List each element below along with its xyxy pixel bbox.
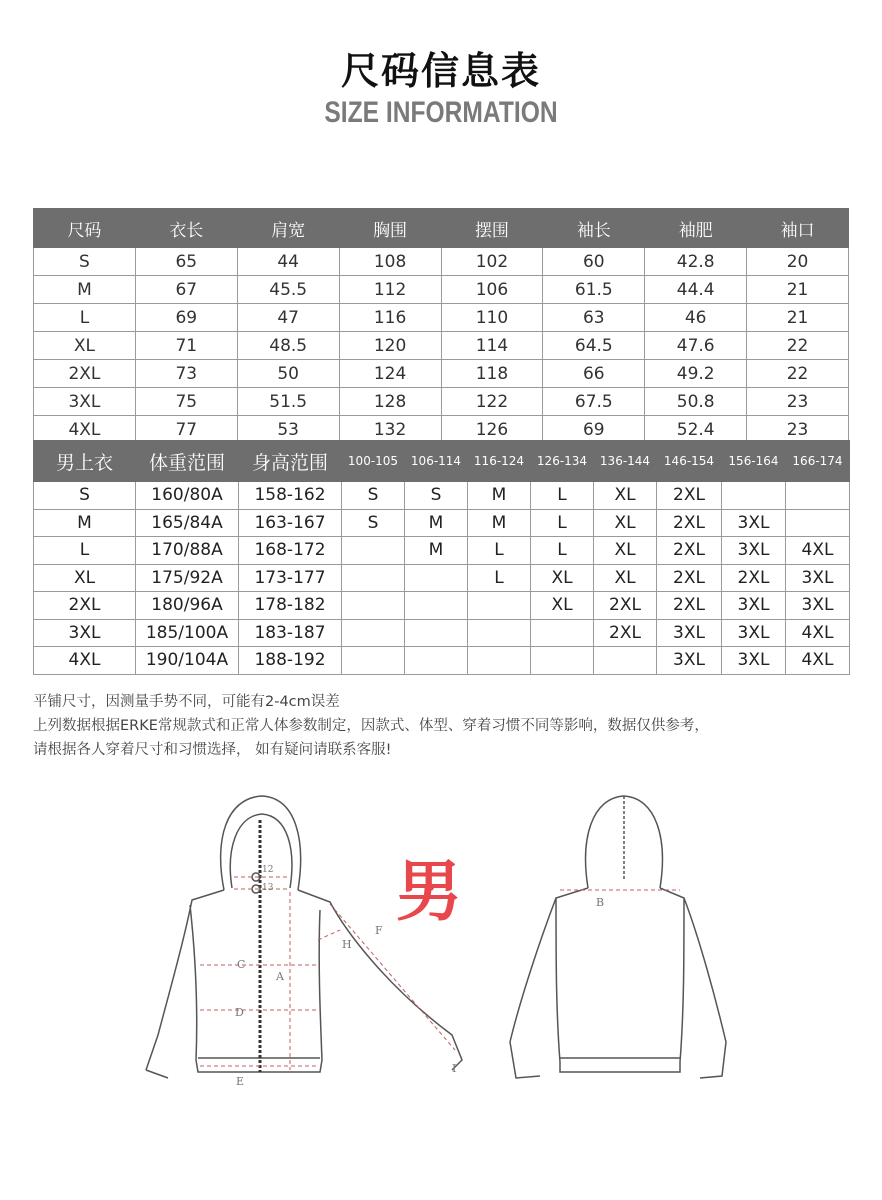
table-cell: 53 xyxy=(237,416,339,444)
table-cell: 2XL xyxy=(657,509,722,537)
header-cell: 肩宽 xyxy=(237,209,339,248)
table-cell: 2XL xyxy=(657,592,722,620)
table-cell xyxy=(405,564,468,592)
front-jacket-illustration xyxy=(146,796,462,1078)
table-cell: XL xyxy=(594,564,657,592)
table-cell: 110 xyxy=(441,304,543,332)
table-cell: M xyxy=(468,482,531,510)
header-cell: 摆围 xyxy=(441,209,543,248)
header-cell: 袖长 xyxy=(543,209,645,248)
table-row xyxy=(34,564,850,592)
table-cell: 67.5 xyxy=(543,388,645,416)
table-row xyxy=(34,647,850,675)
table-cell: 2XL xyxy=(657,537,722,565)
table-cell: 23 xyxy=(747,388,849,416)
label-b: B xyxy=(596,896,605,909)
table-cell: 118 xyxy=(441,360,543,388)
jacket-measurement-diagram xyxy=(0,780,882,1100)
table-cell: XL xyxy=(594,537,657,565)
table-row xyxy=(34,482,850,510)
table-cell: 51.5 xyxy=(237,388,339,416)
table-cell: 3XL xyxy=(722,592,786,620)
table-cell: 2XL xyxy=(34,592,136,620)
table-cell: 64.5 xyxy=(543,332,645,360)
table-cell: L xyxy=(468,537,531,565)
table-cell: 21 xyxy=(747,304,849,332)
table-cell: 3XL xyxy=(722,509,786,537)
table-row xyxy=(34,276,849,304)
fit-guide-table-header xyxy=(34,441,850,482)
table-cell: 49.2 xyxy=(645,360,747,388)
note-line: 上列数据根据ERKE常规款式和正常人体参数制定，因款式、体型、穿着习惯不同等影响，数据仅供参考， xyxy=(33,718,709,734)
table-cell: 124 xyxy=(339,360,441,388)
table-cell: S xyxy=(342,482,405,510)
table-cell: 23 xyxy=(747,416,849,444)
table-cell: 114 xyxy=(441,332,543,360)
table-cell: 61.5 xyxy=(543,276,645,304)
table-cell xyxy=(468,619,531,647)
table-cell xyxy=(468,647,531,675)
table-row xyxy=(34,537,850,565)
table-cell: 120 xyxy=(339,332,441,360)
table-cell: 75 xyxy=(135,388,237,416)
table-cell xyxy=(531,647,594,675)
table-cell: 3XL xyxy=(722,619,786,647)
page-title: 尺码信息表 xyxy=(340,49,541,93)
table-cell: 160/80A xyxy=(136,482,239,510)
table-row xyxy=(34,360,849,388)
table-cell: 20 xyxy=(747,248,849,276)
back-jacket-illustration xyxy=(510,796,726,1078)
table-cell xyxy=(722,482,786,510)
table-row xyxy=(34,332,849,360)
table-cell: 3XL xyxy=(786,564,850,592)
header-cell: 146-154 xyxy=(657,441,722,482)
table-cell xyxy=(405,619,468,647)
table-cell: 188-192 xyxy=(239,647,342,675)
table-cell: 2XL xyxy=(594,592,657,620)
header-cell: 袖肥 xyxy=(645,209,747,248)
header-cell: 衣长 xyxy=(135,209,237,248)
table-cell: 66 xyxy=(543,360,645,388)
table-cell: 2XL xyxy=(657,564,722,592)
table-cell: 63 xyxy=(543,304,645,332)
note-line: 平铺尺寸，因测量手势不同，可能有2-4cm误差 xyxy=(33,694,340,710)
table-cell xyxy=(405,647,468,675)
header-cell: 166-174 xyxy=(786,441,850,482)
table-cell: 77 xyxy=(135,416,237,444)
label-e: E xyxy=(236,1075,245,1088)
table-cell: 65 xyxy=(135,248,237,276)
table-cell: 2XL xyxy=(657,482,722,510)
table-cell: 183-187 xyxy=(239,619,342,647)
front-measure-lines xyxy=(200,877,455,1070)
table-cell: XL xyxy=(594,482,657,510)
table-cell: 2XL xyxy=(722,564,786,592)
table-cell: 73 xyxy=(135,360,237,388)
table-cell: 2XL xyxy=(594,619,657,647)
header-cell: 袖口 xyxy=(747,209,849,248)
label-i: I xyxy=(452,1062,457,1075)
front-label-group xyxy=(235,865,456,1088)
table-cell: M xyxy=(34,509,136,537)
table-cell: 47.6 xyxy=(645,332,747,360)
table-cell: 178-182 xyxy=(239,592,342,620)
table-cell xyxy=(405,592,468,620)
table-cell xyxy=(342,647,405,675)
table-cell: L xyxy=(531,509,594,537)
table-cell: 126 xyxy=(441,416,543,444)
table-cell: 128 xyxy=(339,388,441,416)
table-cell: 4XL xyxy=(34,647,136,675)
label-c: C xyxy=(237,958,246,971)
table-cell: 168-172 xyxy=(239,537,342,565)
table-cell: 44 xyxy=(237,248,339,276)
note-line: 请根据各人穿着尺寸和习惯选择， 如有疑问请联系客服! xyxy=(33,742,392,758)
header-cell: 身高范围 xyxy=(239,441,342,482)
table-cell xyxy=(342,564,405,592)
header-cell: 胸围 xyxy=(339,209,441,248)
table-cell: L xyxy=(531,482,594,510)
table-cell: L xyxy=(34,304,136,332)
table-cell: 67 xyxy=(135,276,237,304)
table-cell xyxy=(468,592,531,620)
table-cell: 69 xyxy=(135,304,237,332)
table-cell xyxy=(786,482,850,510)
table-cell: S xyxy=(34,482,136,510)
table-cell: 3XL xyxy=(657,619,722,647)
table-cell: 22 xyxy=(747,332,849,360)
table-cell: M xyxy=(405,537,468,565)
table-cell: 175/92A xyxy=(136,564,239,592)
table-cell: XL xyxy=(34,332,136,360)
table-cell: 22 xyxy=(747,360,849,388)
table-cell: 3XL xyxy=(34,388,136,416)
header-cell: 男上衣 xyxy=(34,441,136,482)
table-cell: 46 xyxy=(645,304,747,332)
table-cell: S xyxy=(34,248,136,276)
table-cell: 102 xyxy=(441,248,543,276)
table-cell: L xyxy=(468,564,531,592)
table-cell: 4XL xyxy=(786,619,850,647)
table-cell xyxy=(786,509,850,537)
label-f: F xyxy=(375,924,383,937)
table-row xyxy=(34,509,850,537)
fit-guide-table xyxy=(33,440,850,675)
table-cell xyxy=(342,592,405,620)
measurement-table xyxy=(33,208,849,444)
table-cell: 163-167 xyxy=(239,509,342,537)
header-cell: 126-134 xyxy=(531,441,594,482)
table-cell: 47 xyxy=(237,304,339,332)
label-h: H xyxy=(342,938,352,951)
table-cell xyxy=(342,537,405,565)
header-cell: 116-124 xyxy=(468,441,531,482)
table-cell: S xyxy=(405,482,468,510)
label-a: A xyxy=(276,970,284,983)
table-cell: 4XL xyxy=(34,416,136,444)
table-row xyxy=(34,592,850,620)
table-cell: 60 xyxy=(543,248,645,276)
table-cell: 4XL xyxy=(786,537,850,565)
header-cell: 136-144 xyxy=(594,441,657,482)
table-cell: 3XL xyxy=(34,619,136,647)
table-cell: XL xyxy=(531,564,594,592)
table-cell: 45.5 xyxy=(237,276,339,304)
table-cell: 180/96A xyxy=(136,592,239,620)
table-cell: 106 xyxy=(441,276,543,304)
table-cell: 3XL xyxy=(657,647,722,675)
table-cell: 185/100A xyxy=(136,619,239,647)
table-cell: XL xyxy=(34,564,136,592)
table-cell: L xyxy=(531,537,594,565)
table-cell: XL xyxy=(594,509,657,537)
measurement-table-header xyxy=(34,209,849,248)
table-row xyxy=(34,619,850,647)
table-cell: S xyxy=(342,509,405,537)
table-row xyxy=(34,388,849,416)
table-cell: 165/84A xyxy=(136,509,239,537)
table-cell: 52.4 xyxy=(645,416,747,444)
table-cell: 112 xyxy=(339,276,441,304)
header-cell: 106-114 xyxy=(405,441,468,482)
header-cell: 体重范围 xyxy=(136,441,239,482)
table-cell: 170/88A xyxy=(136,537,239,565)
table-cell: 48.5 xyxy=(237,332,339,360)
table-cell: M xyxy=(34,276,136,304)
gender-mark: 男 xyxy=(396,853,462,930)
table-cell: 190/104A xyxy=(136,647,239,675)
table-cell: 122 xyxy=(441,388,543,416)
table-cell: 158-162 xyxy=(239,482,342,510)
table-cell: L xyxy=(34,537,136,565)
table-cell: M xyxy=(405,509,468,537)
table-cell: 42.8 xyxy=(645,248,747,276)
header-cell: 尺码 xyxy=(34,209,136,248)
table-cell: XL xyxy=(531,592,594,620)
table-cell: 108 xyxy=(339,248,441,276)
table-cell: 50 xyxy=(237,360,339,388)
page-subtitle: SIZE INFORMATION xyxy=(324,96,558,129)
label-13: 13 xyxy=(262,883,274,893)
table-cell: 4XL xyxy=(786,647,850,675)
table-cell xyxy=(594,647,657,675)
label-12: 12 xyxy=(262,865,274,875)
table-row xyxy=(34,248,849,276)
table-cell: 132 xyxy=(339,416,441,444)
table-cell: 3XL xyxy=(786,592,850,620)
table-cell: 2XL xyxy=(34,360,136,388)
label-d: D xyxy=(235,1006,244,1019)
table-cell: 116 xyxy=(339,304,441,332)
notes xyxy=(33,690,709,762)
table-cell: 50.8 xyxy=(645,388,747,416)
table-cell: 3XL xyxy=(722,537,786,565)
table-cell: 71 xyxy=(135,332,237,360)
table-cell: 21 xyxy=(747,276,849,304)
header-cell: 156-164 xyxy=(722,441,786,482)
table-cell: 69 xyxy=(543,416,645,444)
table-cell: M xyxy=(468,509,531,537)
table-cell: 44.4 xyxy=(645,276,747,304)
table-row xyxy=(34,304,849,332)
table-cell: 3XL xyxy=(722,647,786,675)
table-cell: 173-177 xyxy=(239,564,342,592)
table-cell xyxy=(531,619,594,647)
table-cell xyxy=(342,619,405,647)
header-cell: 100-105 xyxy=(342,441,405,482)
